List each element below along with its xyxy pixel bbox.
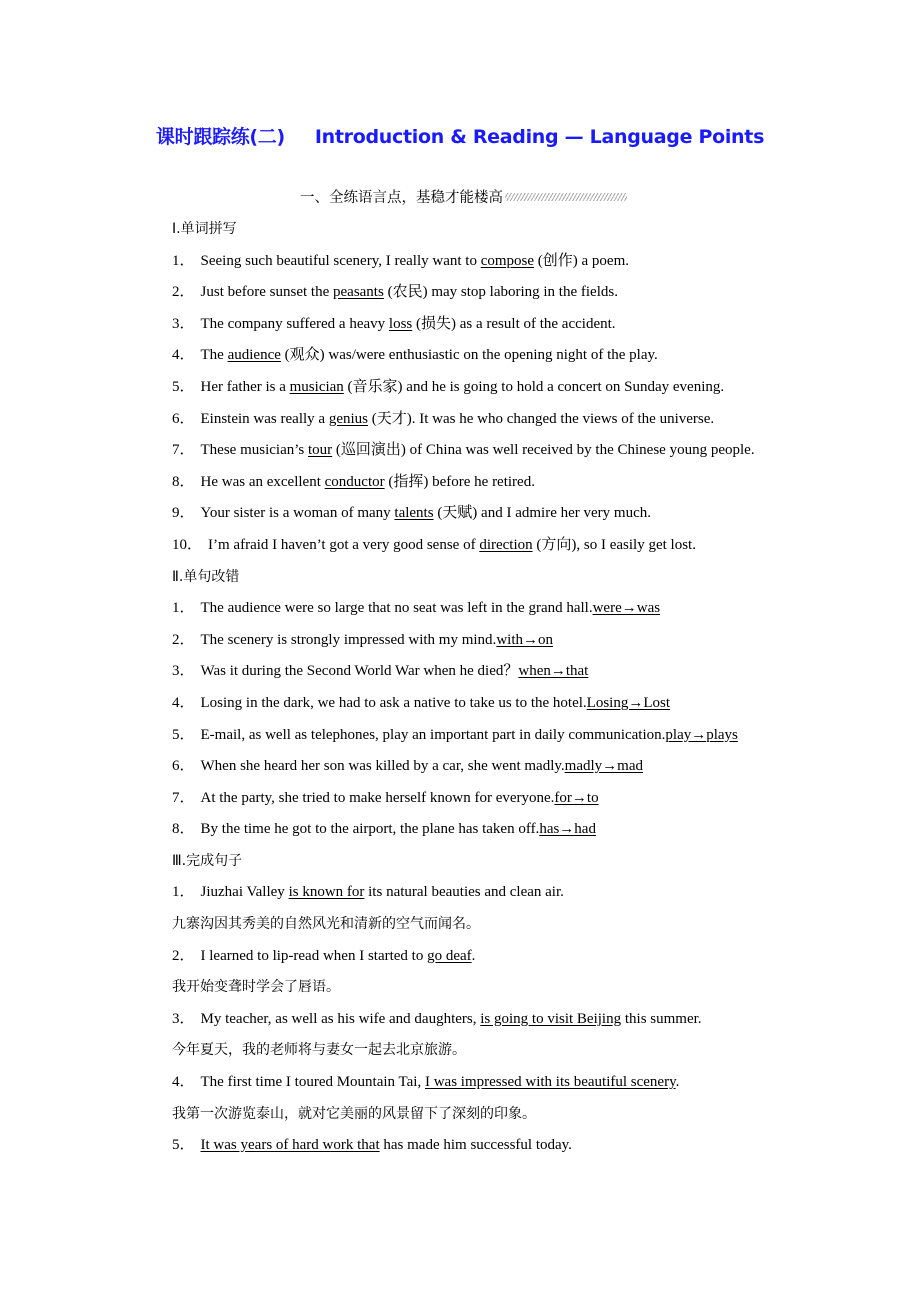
- answer: for→to: [554, 789, 599, 806]
- decorative-stripes: [505, 193, 627, 201]
- item-text: this summer.: [621, 1010, 702, 1027]
- item-text: The: [200, 347, 228, 364]
- item-text: The company suffered a heavy: [200, 315, 389, 332]
- item-number: 1．: [172, 600, 195, 617]
- answer: compose: [480, 252, 535, 269]
- answer: has→had: [539, 821, 596, 838]
- exercise-item: [139, 1067, 782, 1099]
- answer: madly→mad: [564, 758, 643, 775]
- item-number: 4．: [172, 347, 195, 364]
- answer: tour: [308, 442, 333, 459]
- item-text: My teacher, as well as his wife and daughters,: [200, 1010, 481, 1027]
- item-text: By the time he got to the airport, the plane has taken off.: [200, 821, 540, 838]
- exercise-item: [139, 530, 782, 562]
- section-heading-text: 一、全练语言点，基稳才能楼高: [300, 190, 503, 206]
- part-heading: Ⅰ.单词拼写: [172, 221, 237, 237]
- item-text: Einstein was really a: [200, 410, 329, 427]
- item-number: 10．: [172, 536, 203, 553]
- item-number: 9．: [172, 505, 195, 522]
- answer: conductor: [324, 473, 385, 490]
- item-number: 6．: [172, 758, 195, 775]
- item-text: Seeing such beautiful scenery, I really want to: [200, 252, 481, 269]
- chinese-translation: 我第一次游览泰山，就对它美丽的风景留下了深刻的印象。: [172, 1105, 536, 1122]
- item-text: (音乐家) and he is going to hold a concert on Sunday evening.: [343, 378, 725, 395]
- exercise-item: [139, 783, 782, 815]
- item-text: The audience were so large that no seat was left in the grand hall.: [200, 600, 593, 617]
- exercise-item: [139, 498, 782, 530]
- item-number: 4．: [172, 694, 195, 711]
- answer: talents: [394, 505, 434, 522]
- item-number: 7．: [172, 789, 195, 806]
- exercise-item: [139, 246, 782, 278]
- item-text: I learned to lip-read when I started to: [200, 947, 428, 964]
- exercise-item: [139, 688, 782, 720]
- item-number: 3．: [172, 1010, 195, 1027]
- item-text: The scenery is strongly impressed with my mind.: [200, 631, 497, 648]
- item-text: Just before sunset the: [200, 284, 333, 301]
- item-text: When she heard her son was killed by a car, she went madly.: [200, 758, 565, 775]
- item-number: 7．: [172, 442, 195, 459]
- exercise-item: [139, 656, 782, 688]
- answer: is going to visit Beijing: [480, 1010, 622, 1027]
- exercise-item: [139, 435, 782, 467]
- exercise-item: [139, 309, 782, 341]
- answer: musician: [289, 378, 344, 395]
- answer: loss: [388, 315, 413, 332]
- answer: It was years of hard work that: [200, 1137, 380, 1154]
- item-text: He was an excellent: [200, 473, 325, 490]
- exercise-item: [139, 593, 782, 625]
- answer: I was impressed with its beautiful scenery: [424, 1074, 676, 1091]
- exercise-item: [139, 941, 782, 973]
- item-number: 5．: [172, 726, 195, 743]
- answer: peasants: [333, 284, 384, 301]
- exercise-item: [139, 720, 782, 752]
- title-en: Introduction & Reading — Language Points: [314, 126, 765, 148]
- item-number: 1．: [172, 884, 195, 901]
- item-text: (方向), so I easily get lost.: [532, 536, 696, 553]
- item-text: Her father is a: [200, 378, 290, 395]
- title-cn: 课时跟踪练(二): [155, 126, 285, 148]
- item-text: (指挥) before he retired.: [384, 473, 535, 490]
- item-number: 4．: [172, 1074, 195, 1091]
- exercise-item: [139, 372, 782, 404]
- exercise-body: [139, 214, 782, 1162]
- item-number: 3．: [172, 663, 195, 680]
- item-text: I’m afraid I haven’t got a very good sense of: [208, 536, 480, 553]
- answer: play→plays: [665, 726, 738, 743]
- item-text: (天赋) and I admire her very much.: [433, 505, 651, 522]
- item-text: its natural beauties and clean air.: [364, 884, 564, 901]
- item-number: 1．: [172, 252, 195, 269]
- item-text: (损失) as a result of the accident.: [412, 315, 616, 332]
- item-number: 5．: [172, 1137, 195, 1154]
- item-text: E-mail, as well as telephones, play an important part in daily communication.: [200, 726, 666, 743]
- item-text: Was it during the Second World War when he died？: [200, 663, 519, 680]
- part-heading: Ⅲ.完成句子: [172, 852, 243, 869]
- item-number: 5．: [172, 378, 195, 395]
- exercise-item: [139, 340, 782, 372]
- item-text: .: [675, 1074, 680, 1091]
- exercise-item: [139, 467, 782, 499]
- item-text: These musician’s: [200, 442, 308, 459]
- answer: is known for: [288, 884, 365, 901]
- chinese-translation: 我开始变聋时学会了唇语。: [172, 979, 340, 996]
- item-text: The first time I toured Mountain Tai,: [200, 1074, 425, 1091]
- answer: audience: [227, 347, 281, 364]
- item-text: (创作) a poem.: [534, 252, 630, 269]
- item-number: 2．: [172, 284, 195, 301]
- item-number: 2．: [172, 631, 195, 648]
- item-text: (农民) may stop laboring in the fields.: [383, 284, 618, 301]
- exercise-item: [139, 751, 782, 783]
- answer: were→was: [592, 600, 661, 617]
- exercise-item: [139, 814, 782, 846]
- section-heading: [300, 186, 627, 207]
- exercise-item: [139, 1004, 782, 1036]
- exercise-item: [139, 625, 782, 657]
- item-text: Losing in the dark, we had to ask a native to take us to the hotel.: [200, 694, 587, 711]
- answer: direction: [479, 536, 533, 553]
- item-number: 6．: [172, 410, 195, 427]
- page-title: [0, 122, 920, 149]
- answer: with→on: [496, 631, 553, 648]
- exercise-item: [139, 877, 782, 909]
- item-text: Jiuzhai Valley: [200, 884, 289, 901]
- answer: Losing→Lost: [586, 694, 671, 711]
- item-number: 8．: [172, 473, 195, 490]
- chinese-translation: 今年夏天，我的老师将与妻女一起去北京旅游。: [172, 1042, 466, 1059]
- answer: go deaf: [427, 947, 472, 964]
- item-text: .: [471, 947, 476, 964]
- item-text: (观众) was/were enthusiastic on the opening night of the play.: [280, 347, 658, 364]
- chinese-translation: 九寨沟因其秀美的自然风光和清新的空气而闻名。: [172, 916, 480, 933]
- exercise-item: [139, 1130, 782, 1162]
- part-heading: Ⅱ.单句改错: [172, 568, 240, 585]
- answer: when→that: [518, 663, 589, 680]
- item-number: 2．: [172, 947, 195, 964]
- item-text: (天才). It was he who changed the views of the universe.: [367, 410, 715, 427]
- item-number: 8．: [172, 821, 195, 838]
- exercise-item: [139, 404, 782, 436]
- item-number: 3．: [172, 315, 195, 332]
- item-text: At the party, she tried to make herself known for everyone.: [200, 789, 555, 806]
- answer: genius: [328, 410, 368, 427]
- item-text: has made him successful today.: [379, 1137, 572, 1154]
- item-text: Your sister is a woman of many: [200, 505, 395, 522]
- item-text: (巡回演出) of China was well received by the Chinese young people.: [332, 442, 755, 459]
- exercise-item: [139, 277, 782, 309]
